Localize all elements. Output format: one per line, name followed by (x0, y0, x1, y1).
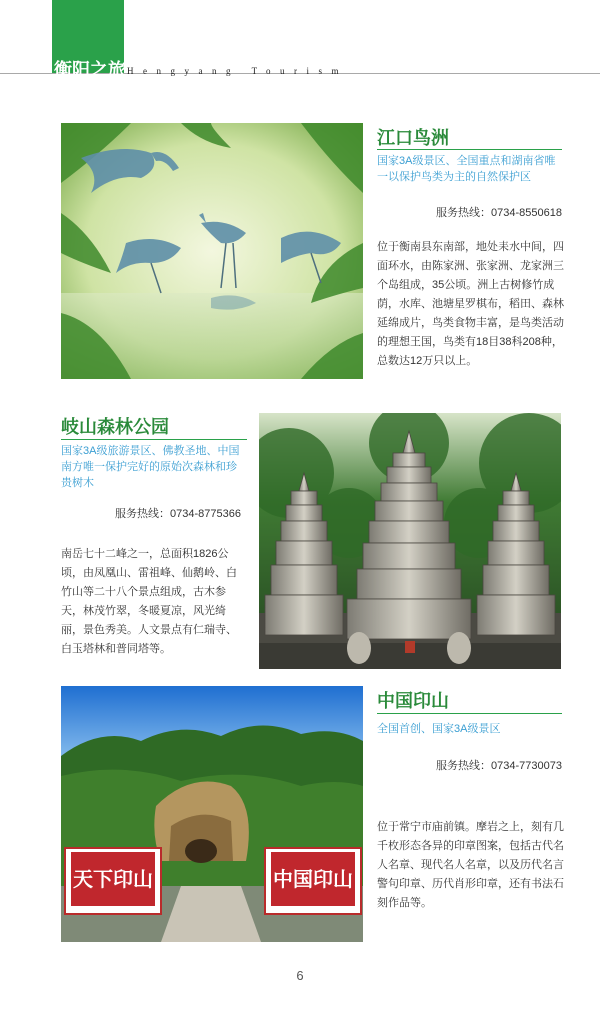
body-yinshan: 位于常宁市庙前镇。摩岩之上，刻有几千枚形态各异的印章图案，包括古代名人名章、现代名人名章，以及历代名言警句印章、历代肖形印章，还有书法石刻作品等。 (377, 821, 564, 909)
section-title-qishan: 岐山森林公园 (61, 417, 169, 438)
page-number: 6 (296, 968, 304, 983)
phone-qishan: 服务热线：0734-8775366 (115, 508, 241, 520)
body-qishan: 南岳七十二峰之一，总面积1826公顷，由凤凰山、雷祖峰、仙鹅岭、白竹山等二十八个景点组成，古木参天，林茂竹翠，冬暖夏凉，风光绮丽，景色秀美。人文景点有仁瑞寺、白玉塔林和普同塔等。 (61, 548, 237, 655)
section-title-jiangkou: 江口鸟洲 (377, 128, 449, 149)
seal-sign-left: 天下印山 (73, 867, 153, 891)
section-divider (377, 713, 562, 714)
egret-photo (61, 123, 363, 379)
seal-sign-right: 中国印山 (273, 867, 353, 891)
section-divider (377, 149, 562, 150)
phone-jiangkou: 服务热线：0734-8550618 (436, 207, 562, 219)
header-title: 衡阳之旅 (54, 60, 126, 80)
body-jiangkou: 位于衡南县东南部，地处耒水中间，四面环水，由陈家洲、张家洲、龙家洲三个岛组成，35公顷。洲上古树修竹成荫，水库、池塘星罗棋布，稻田、森林延绵成片，鸟类食物丰富，是鸟类活动的理想王国，鸟类有18目38科208种，总数达12万只以上。 (377, 241, 564, 367)
section-subtitle-yinshan: 全国首创、国家3A级景区 (377, 723, 501, 735)
section-subtitle-qishan: 国家3A级旅游景区、佛教圣地、中国南方唯一保护完好的原始次森林和珍贵树木 (61, 445, 240, 489)
phone-yinshan: 服务热线：0734-7730073 (436, 760, 562, 772)
seal-mountain-photo (61, 686, 363, 942)
section-subtitle-jiangkou: 国家3A级景区、全国重点和湖南省唯一以保护鸟类为主的自然保护区 (377, 155, 556, 183)
section-title-yinshan: 中国印山 (377, 691, 449, 712)
pagoda-photo (259, 413, 561, 669)
header-subtitle: Hengyang Tourism (127, 66, 348, 76)
section-divider (61, 439, 247, 440)
